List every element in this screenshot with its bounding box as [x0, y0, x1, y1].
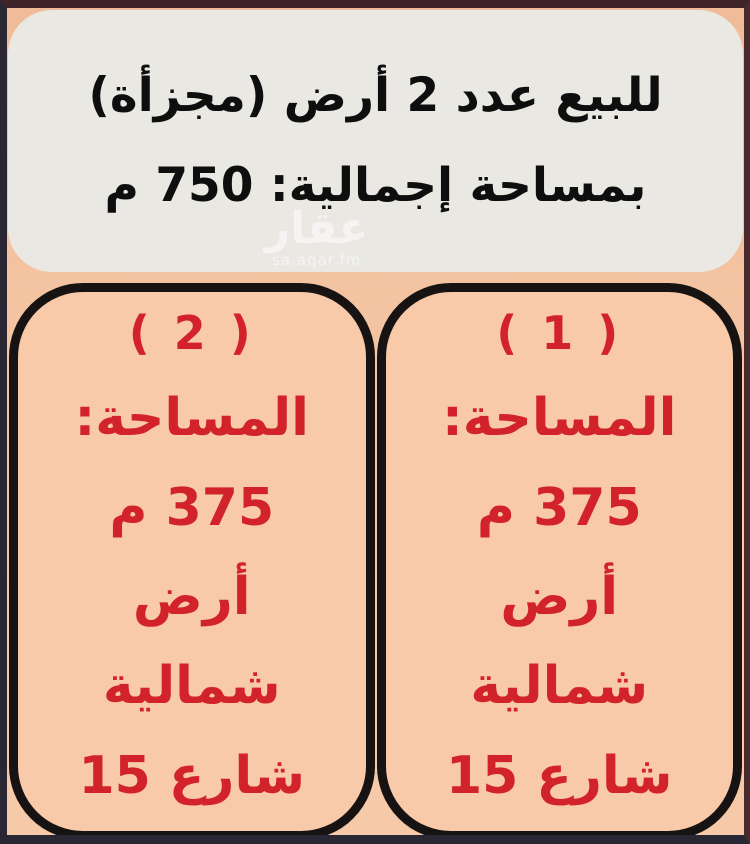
- card-number: ( 1 ): [496, 306, 623, 360]
- header-line-2: بمساحة إجمالية: 750 م: [104, 158, 647, 213]
- area-value: 375 م: [109, 477, 275, 538]
- card-number: ( 2 ): [128, 306, 255, 360]
- orientation: شمالية: [102, 656, 281, 717]
- watermark-site-url: sa.aqar.fm: [272, 251, 362, 269]
- area-label: المساحة:: [74, 388, 309, 449]
- announcement-header: [8, 10, 743, 272]
- watermark-logo-text: عقار: [264, 203, 369, 254]
- orientation: شمالية: [470, 656, 649, 717]
- area-value: 375 م: [476, 477, 642, 538]
- land-type: أرض: [500, 567, 619, 628]
- area-label: المساحة:: [442, 388, 677, 449]
- header-line-1: للبيع عدد 2 أرض (مجزأة): [88, 68, 663, 123]
- land-type: أرض: [132, 567, 251, 628]
- street: شارع 15: [78, 745, 306, 806]
- street: شارع 15: [445, 745, 673, 806]
- parcel-card-1: [377, 283, 743, 840]
- parcel-cards-row: [9, 283, 742, 840]
- parcel-card-2: [9, 283, 375, 840]
